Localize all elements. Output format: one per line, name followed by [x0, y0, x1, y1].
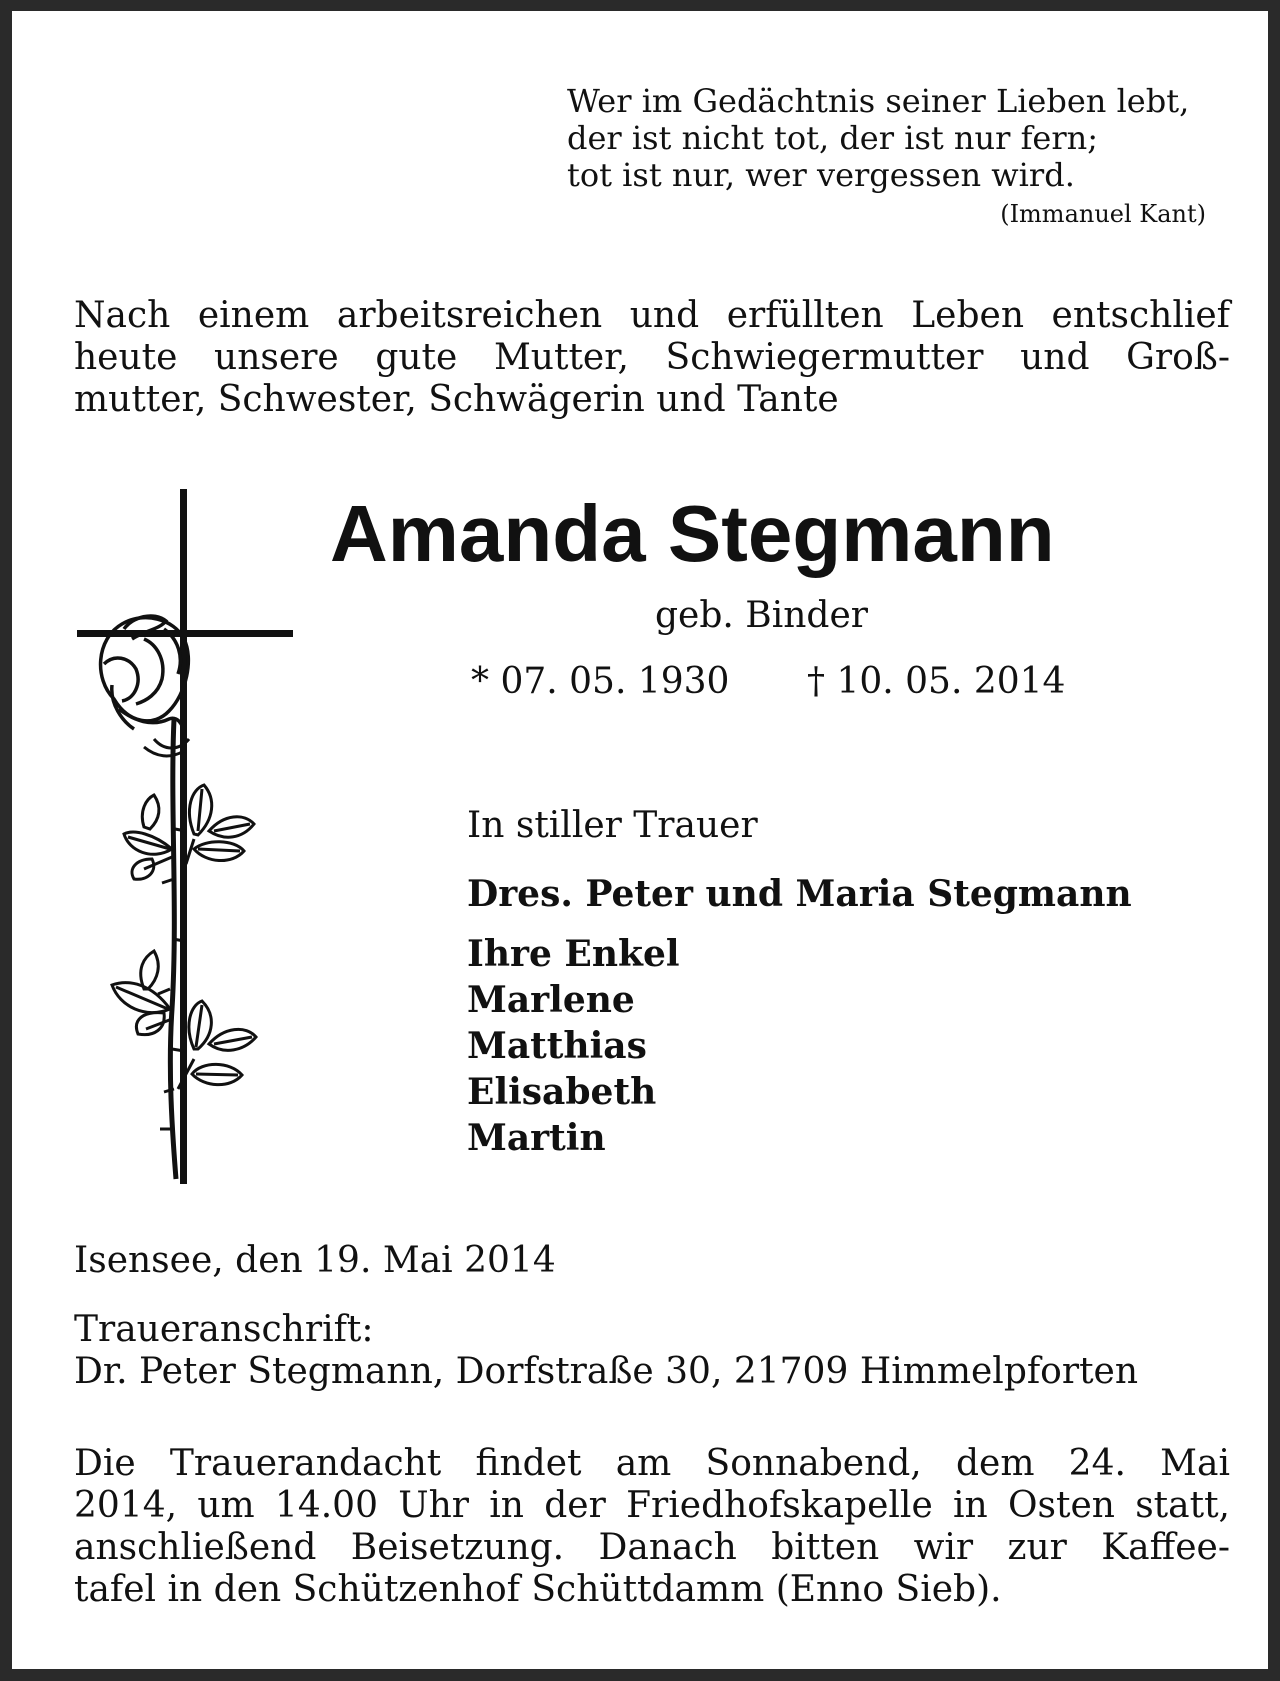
- list-item: Marlene: [467, 979, 635, 1021]
- address-value: Dr. Peter Stegmann, Dorfstraße 30, 21709 Himmelpforten: [74, 1351, 1139, 1392]
- intro-text: [74, 295, 1230, 421]
- address-block: [74, 1309, 1234, 1393]
- birth-date: * 07. 05. 1930: [471, 661, 730, 702]
- grandchildren-list: [467, 931, 680, 1161]
- list-item: Elisabeth: [467, 1071, 657, 1113]
- list-item: Martin: [467, 1117, 606, 1159]
- intro-line: Nach einem arbeitsreichen und erfüllten Leben entschlief: [74, 295, 1230, 336]
- place-date: Isensee, den 19. Mai 2014: [74, 1240, 556, 1281]
- mourning-title: In stiller Trauer: [467, 805, 758, 846]
- cross-rose-icon: [74, 489, 304, 1193]
- quote-line: Wer im Gedächtnis seiner Lieben lebt,: [567, 82, 1190, 120]
- service-text: [74, 1443, 1230, 1611]
- service-line: tafel in den Schützenhof Schüttdamm (Enno Sieb).: [74, 1569, 1002, 1610]
- list-item: Ihre Enkel: [467, 933, 680, 975]
- intro-line: heute unsere gute Mutter, Schwiegermutter und Groß-: [74, 337, 1230, 378]
- mourners-family: Dres. Peter und Maria Stegmann: [467, 873, 1132, 915]
- service-line: 2014, um 14.00 Uhr in der Friedhofskapelle in Osten statt,: [74, 1485, 1230, 1526]
- born-name: geb. Binder: [655, 595, 868, 636]
- list-item: Matthias: [467, 1025, 647, 1067]
- deceased-name: Amanda Stegmann: [330, 489, 1055, 578]
- service-line: anschließend Beisetzung. Danach bitten wir zur Kaffee-: [74, 1527, 1230, 1568]
- quote-line: tot ist nur, wer vergessen wird.: [567, 156, 1075, 194]
- death-date: † 10. 05. 2014: [807, 661, 1066, 702]
- quote-block: [567, 83, 1237, 194]
- quote-line: der ist nicht tot, der ist nur fern;: [567, 119, 1099, 157]
- quote-author: (Immanuel Kant): [1000, 200, 1206, 228]
- intro-line: mutter, Schwester, Schwägerin und Tante: [74, 379, 839, 420]
- address-label: Traueranschrift:: [74, 1309, 374, 1350]
- service-line: Die Trauerandacht findet am Sonnabend, dem 24. Mai: [74, 1443, 1230, 1484]
